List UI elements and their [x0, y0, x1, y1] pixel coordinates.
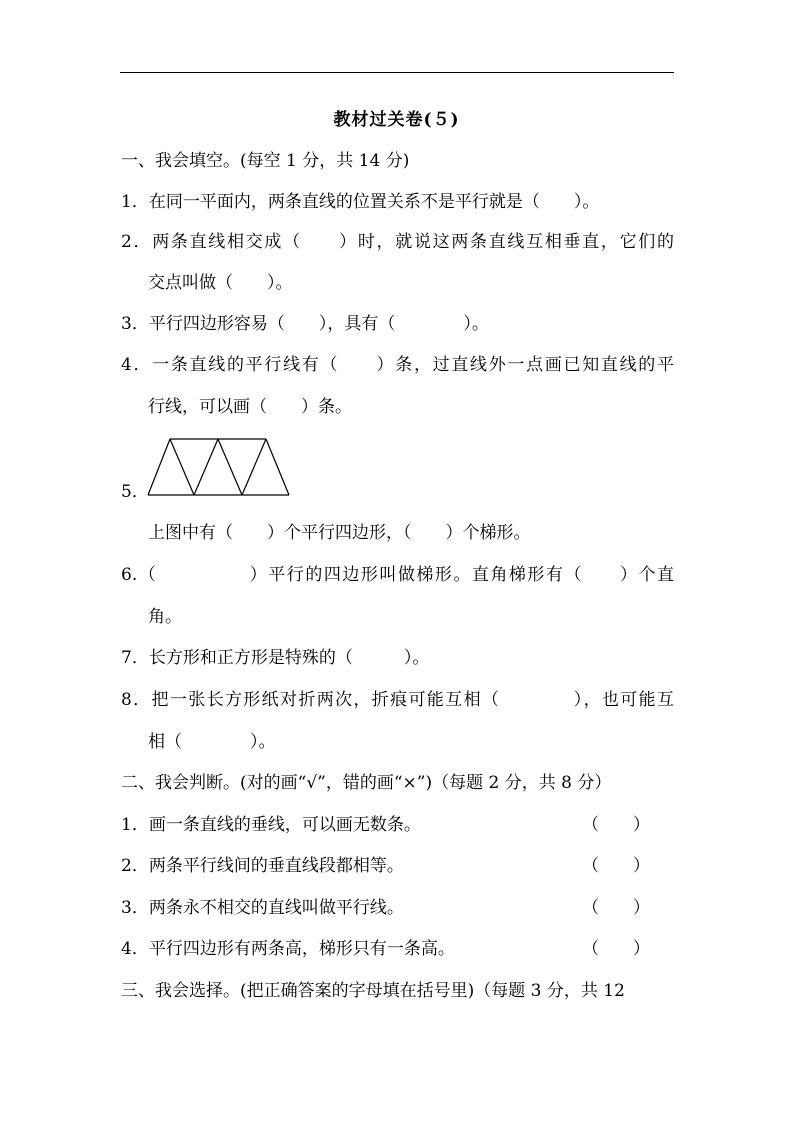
judge-answer-4: （ ） [582, 939, 650, 959]
question-8-line1: 8．把一张长方形纸对折两次，折痕可能互相（ ），也可能互 [121, 690, 674, 710]
judge-item-2: 2．两条平行线间的垂直线段都相等。 [121, 856, 404, 876]
question-3: 3．平行四边形容易（ ），具有（ ）。 [121, 314, 489, 334]
judge-item-1: 1．画一条直线的垂线，可以画无数条。 [121, 815, 421, 835]
question-5-number: 5． [121, 482, 149, 502]
question-6-line1: 6.（ ）平行的四边形叫做梯形。直角梯形有（ ）个直 [121, 565, 674, 585]
judge-answer-1: （ ） [582, 815, 650, 835]
section1-heading: 一、我会填空。(每空 1 分，共 14 分) [121, 151, 410, 171]
header-rule [120, 72, 674, 73]
page-title: 教材过关卷(５) [333, 110, 460, 130]
question-5: 上图中有（ ）个平行四边形，（ ）个梯形。 [148, 523, 531, 543]
judge-item-4: 4．平行四边形有两条高，梯形只有一条高。 [121, 939, 455, 959]
question-8-line2: 相（ ）。 [148, 732, 276, 752]
question-4-line1: 4．一条直线的平行线有（ ）条，过直线外一点画已知直线的平 [121, 355, 674, 375]
section3-heading: 三、我会选择。(把正确答案的字母填在括号里)（每题 3 分，共 12 [121, 981, 625, 1001]
question-2-line2: 交点叫做（ ）。 [148, 273, 293, 293]
section2-heading: 二、我会判断。(对的画“√”，错的画“×”)（每题 2 分，共 8 分） [121, 773, 612, 793]
judge-answer-2: （ ） [582, 856, 650, 876]
question-1: 1．在同一平面内，两条直线的位置关系不是平行就是（ ）。 [121, 192, 600, 212]
question-6-line2: 角。 [148, 607, 182, 627]
judge-item-3: 3．两条永不相交的直线叫做平行线。 [121, 898, 404, 918]
trapezoid-figure [146, 437, 292, 497]
question-7: 7．长方形和正方形是特殊的（ ）。 [121, 648, 430, 668]
question-4-line2: 行线，可以画（ ）条。 [148, 397, 352, 417]
judge-answer-3: （ ） [582, 898, 650, 918]
question-2-line1: 2．两条直线相交成（ ）时，就说这两条直线互相垂直，它们的 [121, 232, 674, 252]
